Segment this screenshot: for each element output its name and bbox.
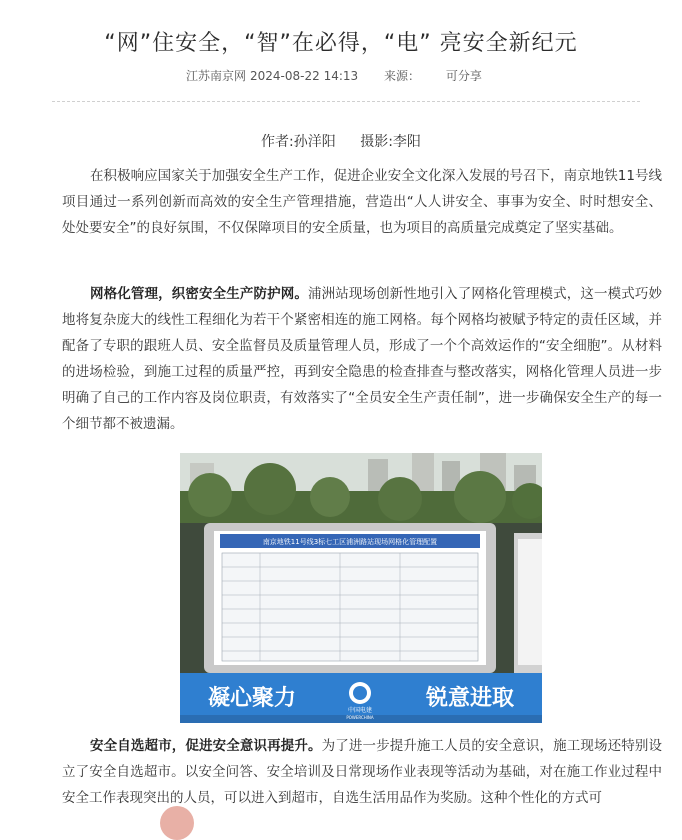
paragraph-intro: 在积极响应国家关于加强安全生产工作，促进企业安全文化深入发展的号召下，南京地铁11号线项目通过一系列创新而高效的安全生产管理措施，营造出“人人讲安全、事事为安全、时时想安全、处处要安全”的良好氛围，不仅保障项目的安全质量，也为项目的高质量完成奠定了坚实基础。 xyxy=(62,168,662,236)
byline xyxy=(0,131,682,151)
source-name[interactable]: 江苏南京网 xyxy=(186,69,247,83)
paragraph-grid-management xyxy=(62,281,662,437)
floating-share-avatar[interactable] xyxy=(160,806,194,840)
article-title: “网”住安全，“智”在必得，“电” 亮安全新纪元 xyxy=(104,31,578,56)
banner-left: 凝心聚力 xyxy=(207,686,297,711)
paragraph-lead: 安全自选超市，促进安全意识再提升。 xyxy=(90,738,322,754)
source-label: 来源： xyxy=(383,69,420,83)
paragraph-body: 为了进一步提升施工人员的安全意识，施工现场还特别设立了安全自选超市。以安全问答、安全培训及日常现场作业表现等活动为基础，对在施工作业过程中安全工作表现突出的人员，可以进入到超市，自选生活用品作为奖励。这种个性化的方式可 xyxy=(62,738,663,806)
logo-text: 中国电建 xyxy=(347,707,373,714)
logo-subtext: POWERCHINA xyxy=(346,715,374,720)
paragraph-safety-supermarket xyxy=(62,733,662,811)
title-divider xyxy=(52,101,640,102)
photographer: 摄影:李阳 xyxy=(360,134,421,150)
banner-right: 锐意进取 xyxy=(425,686,515,711)
paragraph-body: 浦洲站现场创新性地引入了网格化管理模式，这一模式巧妙地将复杂庞大的线性工程细化为若干个紧密相连的施工网格。每个网格均被赋予特定的责任区域，并配备了专职的跟班人员、安全监督员及质量管理人员，形成了一个个高效运作的“安全细胞”。从材料的进场检验，到施工过程的质量严控，再到安全隐患的检查排查与整改落实，网格化管理人员进一步明确了自己的工作内容及岗位职责，有效落实了“全员安全生产责任制”，进一步确保安全生产的每一个细节都不被遗漏。 xyxy=(62,286,663,432)
author: 作者:孙洋阳 xyxy=(261,134,336,150)
article-photo xyxy=(180,453,542,723)
article-meta xyxy=(186,67,504,84)
publish-datetime: 2024-08-22 14:13 xyxy=(250,69,359,83)
paragraph-lead: 网格化管理，织密安全生产防护网。 xyxy=(90,286,308,302)
board-title: 南京地铁11号线3标七工区浦洲路站现场网格化管理配置 xyxy=(262,538,438,546)
share-link[interactable]: 可分享 xyxy=(445,69,482,83)
